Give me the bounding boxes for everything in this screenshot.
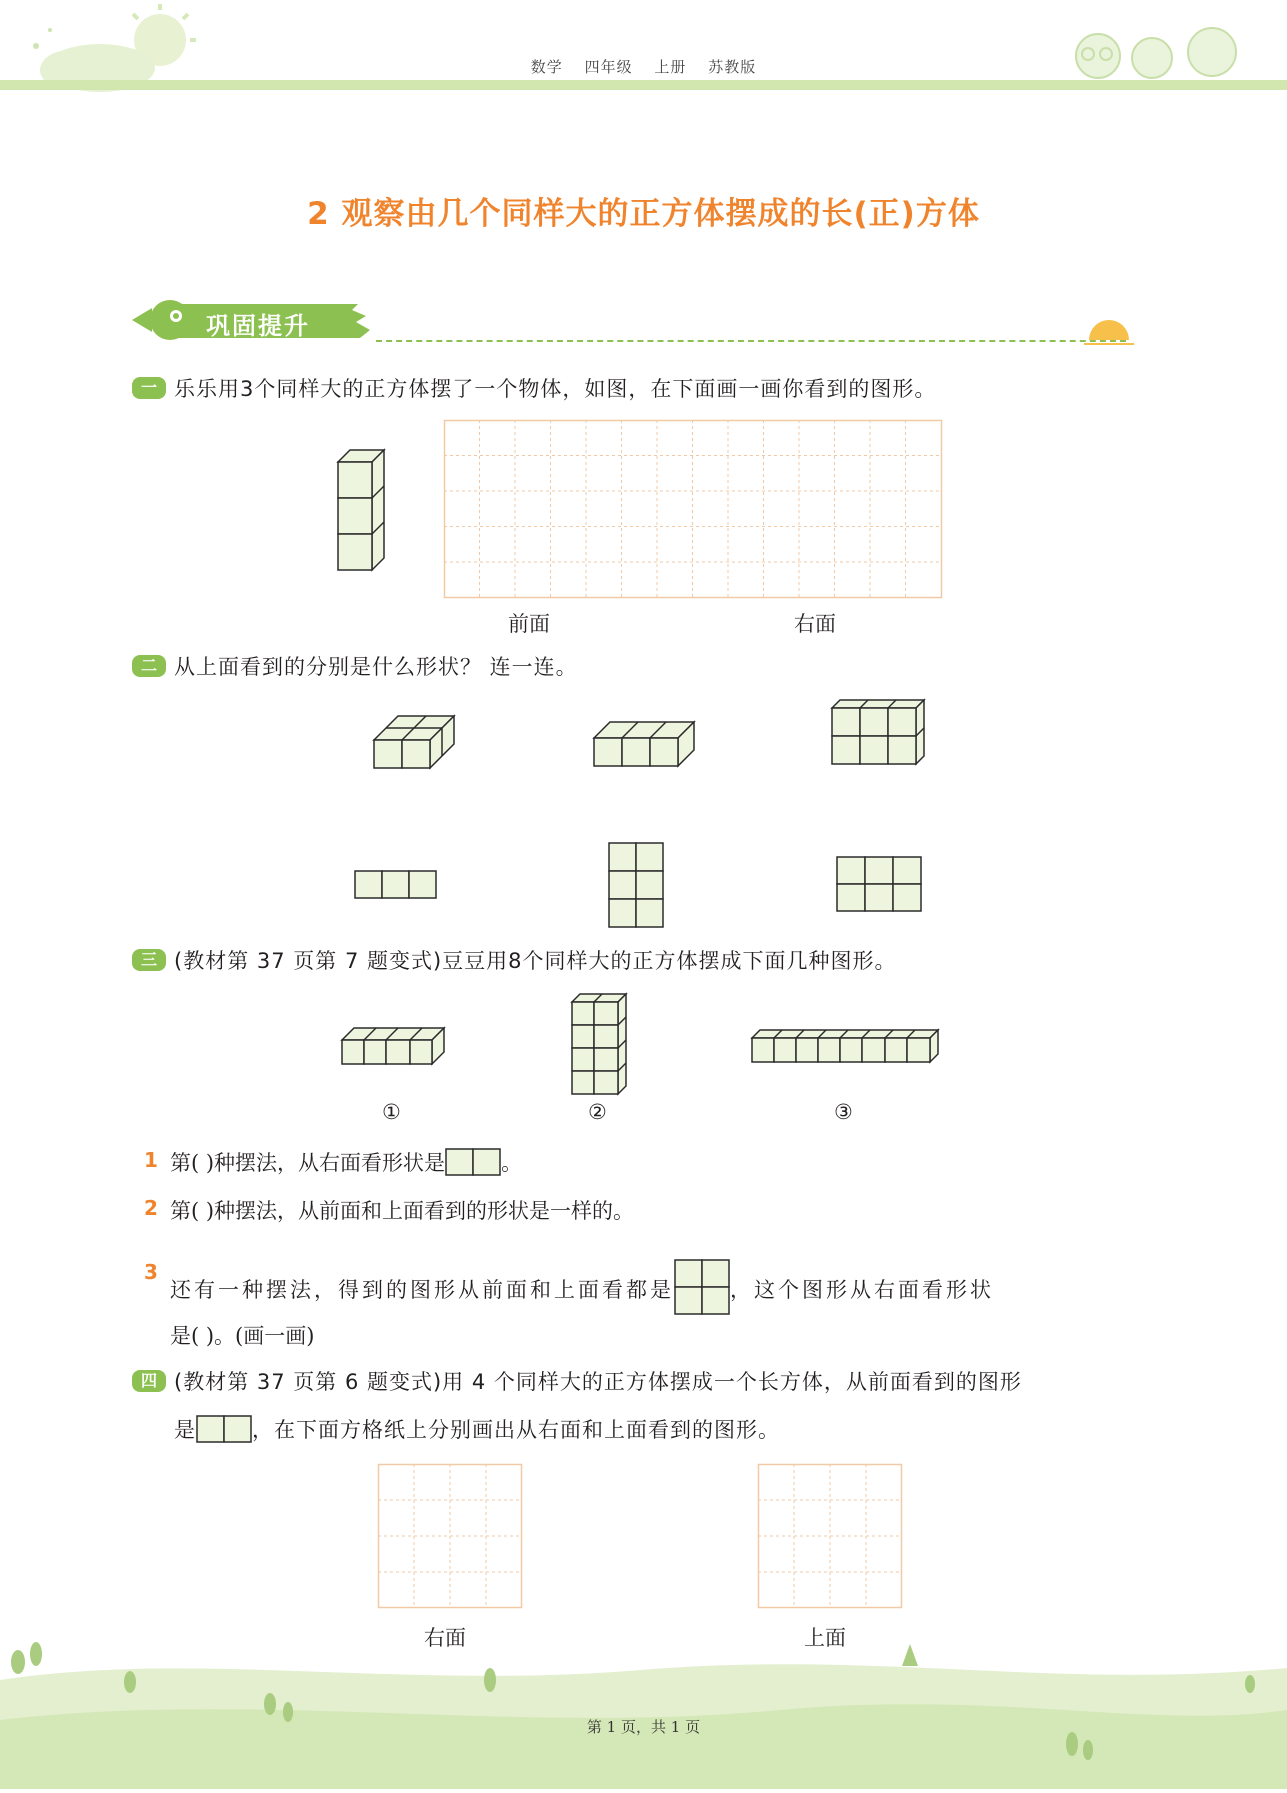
q1-caption-front: 前面 bbox=[508, 612, 550, 636]
q3-arrangement-2 bbox=[570, 992, 630, 1102]
q2-badge: 二 bbox=[132, 655, 166, 677]
header-band bbox=[0, 80, 1287, 90]
q2-solid-3 bbox=[830, 698, 930, 774]
q3-sub1-number: 1 bbox=[144, 1148, 158, 1172]
q3-sub2-text: 第( )种摆法，从前面和上面看到的形状是一样的。 bbox=[170, 1199, 635, 1223]
q1-grid-paper bbox=[444, 420, 944, 604]
q3-badge: 三 bbox=[132, 949, 166, 971]
section-label: 巩固提升 bbox=[206, 312, 310, 340]
q3-sub3-text-b: ，这个图形从右面看形状 bbox=[730, 1278, 994, 1302]
header-volume: 上册 bbox=[654, 58, 687, 76]
header-subject: 数学 bbox=[530, 58, 563, 76]
q4-text-line1: (教材第 37 页第 6 题变式)用 4 个同样大的正方体摆成一个长方体，从前面看到的图形 bbox=[174, 1370, 1022, 1394]
q1-text: 乐乐用3个同样大的正方体摆了一个物体，如图，在下面画一画你看到的图形。 bbox=[174, 377, 937, 401]
q1-caption-right: 右面 bbox=[794, 612, 836, 636]
q4-badge: 四 bbox=[132, 1370, 166, 1392]
q4-front-shape bbox=[196, 1415, 252, 1443]
q3-sub2-number: 2 bbox=[144, 1196, 158, 1220]
q3-sub3-shape bbox=[674, 1259, 730, 1315]
q1-badge: 一 bbox=[132, 377, 166, 399]
q3-arrangement-1 bbox=[340, 1024, 450, 1072]
footer-landscape bbox=[0, 1640, 1287, 1789]
q3-label-3: ③ bbox=[834, 1100, 853, 1124]
q3-label-2: ② bbox=[588, 1100, 607, 1124]
q2-topview-a bbox=[354, 870, 438, 904]
q4-grid-right bbox=[378, 1464, 522, 1612]
header-grade: 四年级 bbox=[584, 58, 633, 76]
sun-cloud-icon bbox=[33, 4, 196, 92]
q4-text-b2: ，在下面方格纸上分别画出从右面和上面看到的图形。 bbox=[252, 1418, 780, 1442]
header-info bbox=[0, 56, 1287, 77]
q3-sub1-text-a: 第( )种摆法，从右面看形状是 bbox=[170, 1151, 446, 1175]
q2-solid-1 bbox=[372, 710, 472, 774]
q3-sub3-text-a: 还有一种摆法，得到的图形从前面和上面看都是 bbox=[170, 1278, 674, 1302]
q4-text-b1: 是 bbox=[174, 1418, 196, 1442]
header-publisher: 苏教版 bbox=[708, 58, 757, 76]
q3-text: (教材第 37 页第 7 题变式)豆豆用8个同样大的正方体摆成下面几种图形。 bbox=[174, 949, 897, 973]
section-divider bbox=[376, 340, 1126, 342]
q4-text-line2 bbox=[174, 1414, 780, 1444]
q4-grid-top bbox=[758, 1464, 902, 1612]
q4-caption-top: 上面 bbox=[804, 1626, 846, 1650]
q3-sub3-line2: 是( )。(画一画) bbox=[170, 1324, 315, 1348]
q3-arrangement-3 bbox=[750, 1028, 942, 1068]
q2-topview-b bbox=[608, 842, 666, 932]
q3-sub3-line1 bbox=[170, 1259, 994, 1315]
q3-sub1-text-b: 。 bbox=[501, 1151, 523, 1175]
q1-cube-stack bbox=[336, 448, 396, 582]
q4-caption-right: 右面 bbox=[424, 1626, 466, 1650]
q3-sub1-text bbox=[170, 1147, 522, 1177]
q2-text: 从上面看到的分别是什么形状？ 连一连。 bbox=[174, 655, 578, 679]
sunset-icon bbox=[1084, 318, 1134, 352]
q3-sub3-number: 3 bbox=[144, 1260, 158, 1284]
q3-sub1-shape bbox=[445, 1148, 501, 1176]
q2-solid-2 bbox=[592, 718, 702, 774]
q2-topview-c bbox=[836, 856, 922, 918]
footer-page-number: 第 1 页，共 1 页 bbox=[586, 1718, 701, 1736]
q3-label-1: ① bbox=[382, 1100, 401, 1124]
page-title: 2 观察由几个同样大的正方体摆成的长(正)方体 bbox=[307, 196, 980, 232]
